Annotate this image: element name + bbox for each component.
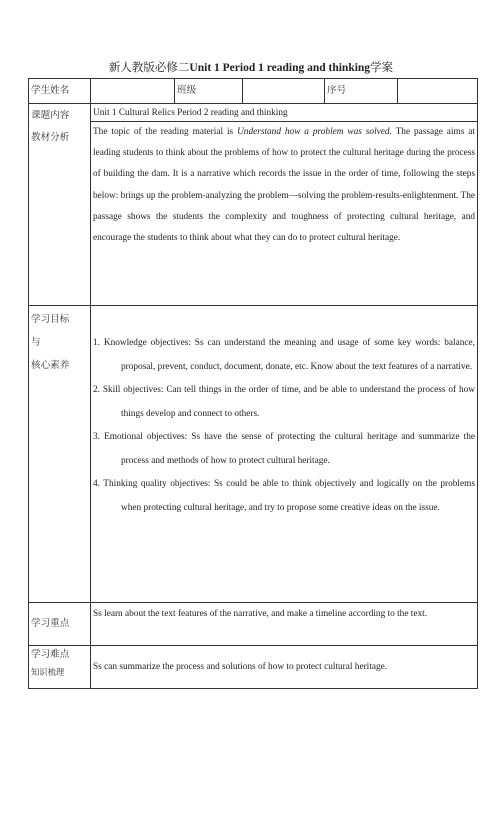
number-field[interactable] — [398, 79, 478, 104]
content-analysis-row — [29, 104, 478, 306]
title-prefix: 新人教版必修二 — [108, 62, 190, 74]
student-info-row — [29, 79, 478, 104]
objective-item: 2. Skill objectives: Can tell things in the order of time, and be able to understand the process of how things develop and connect to others. — [93, 385, 475, 419]
key-points-label: 学习重点 — [29, 603, 91, 646]
analysis-label: 教材分析 — [31, 132, 70, 143]
content-analysis-labels — [29, 104, 91, 306]
objectives-list — [93, 332, 475, 520]
difficulties-label: 学习难点 知识梳理 — [29, 646, 91, 689]
knowledge-summary-label: 知识梳理 — [31, 668, 65, 677]
document-title — [0, 60, 502, 76]
class-label: 班级 — [175, 79, 243, 104]
student-name-label: 学生姓名 — [29, 79, 91, 104]
analysis-topic: Understand how a problem was solved. — [237, 127, 392, 137]
content-label: 课题内容 — [31, 110, 70, 121]
title-suffix: 学案 — [370, 62, 394, 74]
objective-item: 3. Emotional objectives: Ss have the sense of protecting the cultural heritage and summarize the process and methods of how to protect cultural heritage. — [93, 432, 475, 466]
objectives-cell — [91, 306, 478, 603]
objectives-row — [29, 306, 478, 603]
content-analysis-cell — [91, 104, 478, 306]
difficulties-row — [29, 646, 478, 689]
objectives-label: 学习目标 与 核心素养 — [29, 306, 91, 603]
class-field[interactable] — [243, 79, 325, 104]
number-label: 序号 — [325, 79, 398, 104]
difficulties-value: Ss can summarize the process and solutions of how to protect cultural heritage. — [91, 646, 478, 689]
key-points-value: Ss learn about the text features of the narrative, and make a timeline according to the text. — [91, 603, 478, 646]
objective-item: 1. Knowledge objectives: Ss can understand the meaning and usage of some key words: balance, proposal, prevent, conduct, document, donate, etc. Know about the text features of a narrative. — [93, 338, 475, 372]
objective-item: 4. Thinking quality objectives: Ss could be able to think objectively and logically on the problems when protecting cultural heritage, and try to propose some creative ideas on the issue. — [93, 479, 475, 513]
analysis-text: The topic of the reading material is Understand how a problem was solved. The passage aims at leading students to think about the problems of how to protect the cultural heritage during the process of building the dam. It is a narrative which records the issue in the order of time, following the steps below: brings up the problem-analyzing the problem—solving the problem-results-enlightenment. The passage shows the students the complexity and toughness of protecting cultural heritage, and encourage the students to think about what they can do to protect cultural heritage. — [93, 127, 475, 244]
student-name-field[interactable] — [91, 79, 175, 104]
title-main: Unit 1 Period 1 reading and thinking — [189, 62, 371, 74]
content-value: Unit 1 Cultural Relics Period 2 reading and thinking — [91, 105, 477, 122]
key-points-row — [29, 603, 478, 646]
lesson-plan-table — [28, 78, 478, 689]
